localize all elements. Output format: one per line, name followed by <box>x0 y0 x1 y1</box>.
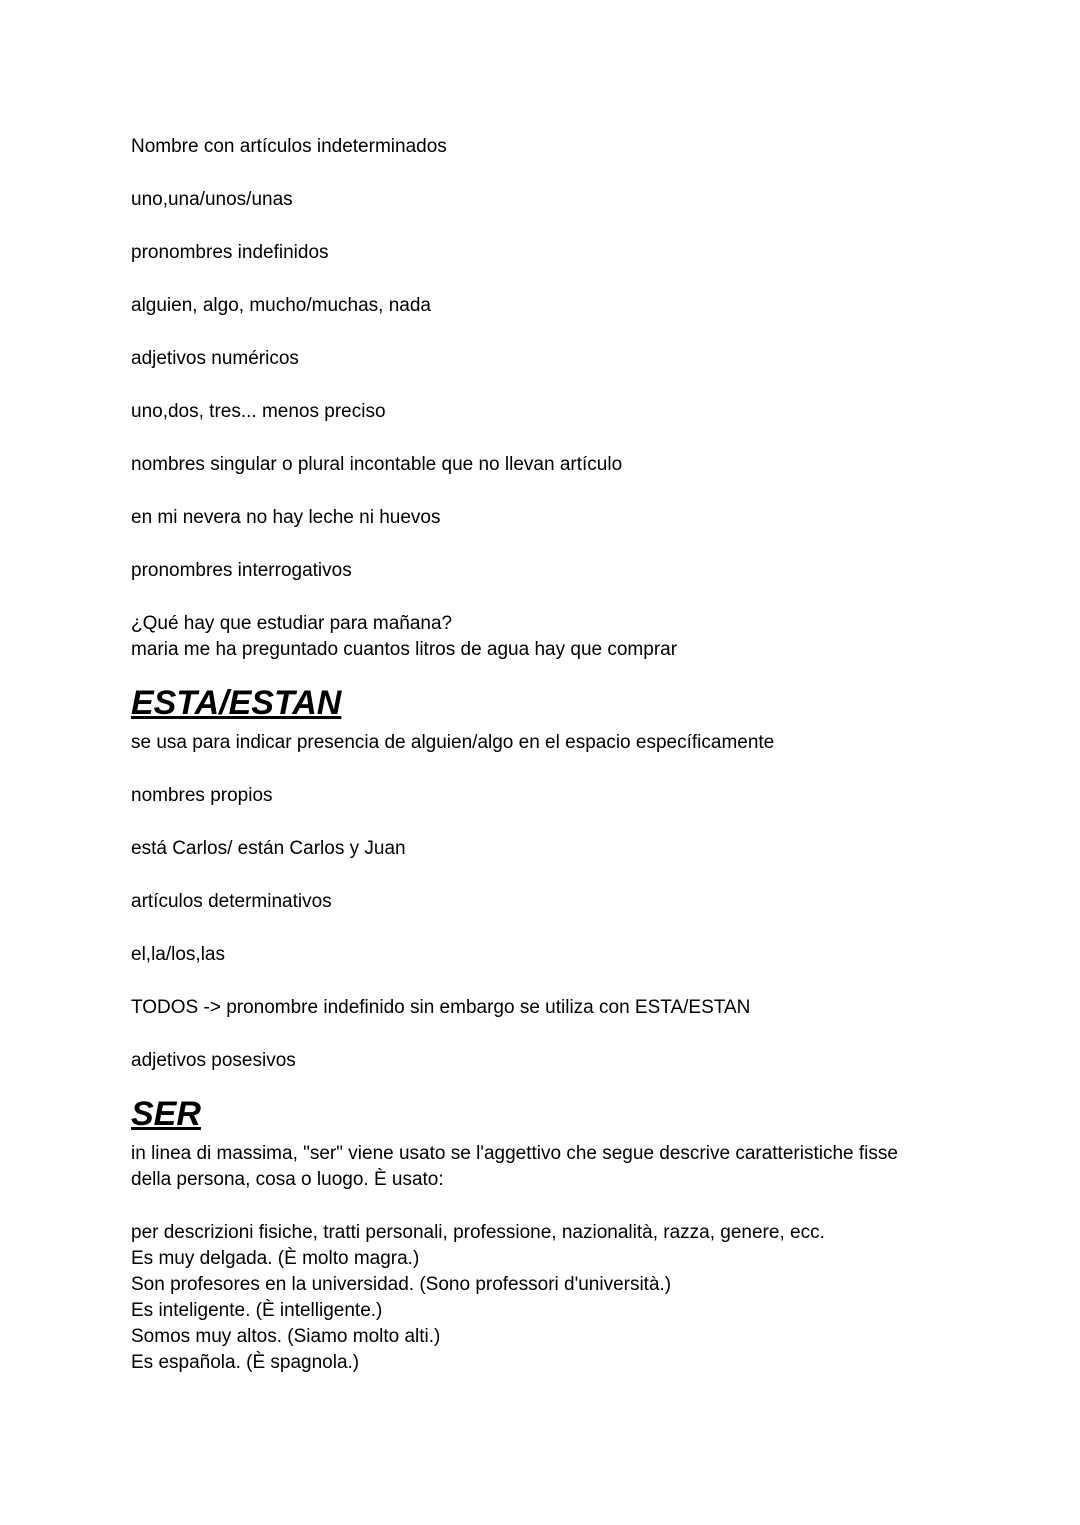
paragraph-line: adjetivos posesivos <box>131 1050 296 1071</box>
paragraph-line: en mi nevera no hay leche ni huevos <box>131 507 441 528</box>
heading-text: SER <box>131 1095 201 1133</box>
paragraph-line: Somos muy altos. (Siamo molto alti.) <box>131 1326 441 1347</box>
section-heading <box>131 1095 1040 1133</box>
paragraph <box>131 187 1040 213</box>
paragraph-line: TODOS -> pronombre indefinido sin embargo se utiliza con ESTA/ESTAN <box>131 997 751 1018</box>
paragraph-line: Nombre con artículos indeterminados <box>131 136 447 157</box>
paragraph <box>131 995 1040 1021</box>
paragraph-line: artículos determinativos <box>131 891 332 912</box>
paragraph <box>131 783 1040 809</box>
paragraph <box>131 836 1040 862</box>
paragraph-line: nombres propios <box>131 785 273 806</box>
paragraph-line: alguien, algo, mucho/muchas, nada <box>131 295 431 316</box>
paragraph-line: Son profesores en la universidad. (Sono professori d'università.) <box>131 1274 672 1295</box>
paragraph <box>131 399 1040 425</box>
section-heading <box>131 684 1040 722</box>
paragraph <box>131 452 1040 478</box>
paragraph-line: Es muy delgada. (È molto magra.) <box>131 1248 420 1269</box>
paragraph-line: nombres singular o plural incontable que no llevan artículo <box>131 454 623 475</box>
paragraph-line: ¿Qué hay que estudiar para mañana? <box>131 613 453 634</box>
paragraph <box>131 558 1040 584</box>
paragraph <box>131 346 1040 372</box>
paragraph <box>131 942 1040 968</box>
paragraph <box>131 1141 1040 1193</box>
heading-text: ESTA/ESTAN <box>131 684 342 722</box>
paragraph-line: uno,una/unos/unas <box>131 189 293 210</box>
paragraph-line: está Carlos/ están Carlos y Juan <box>131 838 406 859</box>
paragraph <box>131 240 1040 266</box>
paragraph-line: per descrizioni fisiche, tratti personali, professione, nazionalità, razza, genere, ecc. <box>131 1222 825 1243</box>
paragraph-line: della persona, cosa o luogo. È usato: <box>131 1169 444 1190</box>
paragraph <box>131 611 1040 663</box>
paragraph-line: se usa para indicar presencia de alguien/algo en el espacio específicamente <box>131 732 775 753</box>
paragraph-line: pronombres interrogativos <box>131 560 352 581</box>
paragraph-line: Es española. (È spagnola.) <box>131 1352 360 1373</box>
paragraph-line: pronombres indefinidos <box>131 242 329 263</box>
paragraph <box>131 730 1040 756</box>
paragraph-line: in linea di massima, "ser" viene usato se l'aggettivo che segue descrive caratteristiche fisse <box>131 1143 898 1164</box>
paragraph-line: Es inteligente. (È intelligente.) <box>131 1300 383 1321</box>
paragraph <box>131 293 1040 319</box>
paragraph <box>131 505 1040 531</box>
paragraph <box>131 889 1040 915</box>
paragraph-line: el,la/los,las <box>131 944 225 965</box>
paragraph <box>131 134 1040 160</box>
paragraph-line: adjetivos numéricos <box>131 348 299 369</box>
paragraph <box>131 1048 1040 1074</box>
paragraph-line: uno,dos, tres... menos preciso <box>131 401 386 422</box>
paragraph <box>131 1220 1040 1376</box>
paragraph-line: maria me ha preguntado cuantos litros de agua hay que comprar <box>131 639 678 660</box>
